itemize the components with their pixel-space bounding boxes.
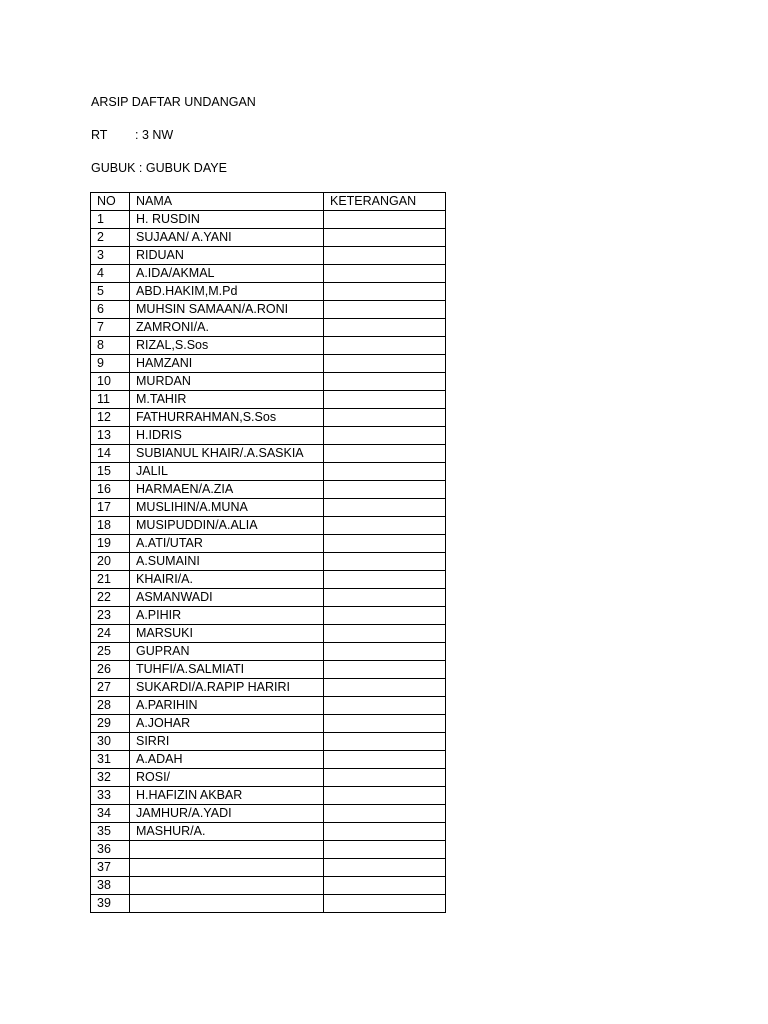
table-row [91, 661, 446, 679]
cell-keterangan [324, 391, 446, 409]
cell-keterangan [324, 607, 446, 625]
cell-keterangan [324, 355, 446, 373]
table-header-row [91, 193, 446, 211]
cell-nama: ASMANWADI [130, 589, 324, 607]
cell-no: 16 [91, 481, 130, 499]
cell-keterangan [324, 877, 446, 895]
cell-no: 17 [91, 499, 130, 517]
cell-nama: A.JOHAR [130, 715, 324, 733]
cell-no: 18 [91, 517, 130, 535]
cell-no: 29 [91, 715, 130, 733]
table-row [91, 337, 446, 355]
cell-no: 3 [91, 247, 130, 265]
table-row [91, 229, 446, 247]
cell-nama: A.SUMAINI [130, 553, 324, 571]
cell-no: 19 [91, 535, 130, 553]
cell-keterangan [324, 787, 446, 805]
cell-nama: GUPRAN [130, 643, 324, 661]
invitation-table [90, 192, 446, 913]
cell-keterangan [324, 499, 446, 517]
table-row [91, 895, 446, 913]
cell-nama: H.IDRIS [130, 427, 324, 445]
cell-keterangan [324, 751, 446, 769]
table-body [91, 211, 446, 913]
cell-nama: HAMZANI [130, 355, 324, 373]
cell-no: 13 [91, 427, 130, 445]
cell-keterangan [324, 283, 446, 301]
cell-keterangan [324, 229, 446, 247]
cell-no: 20 [91, 553, 130, 571]
cell-no: 9 [91, 355, 130, 373]
cell-no: 14 [91, 445, 130, 463]
cell-nama: RIDUAN [130, 247, 324, 265]
cell-keterangan [324, 337, 446, 355]
cell-keterangan [324, 589, 446, 607]
cell-nama: TUHFI/A.SALMIATI [130, 661, 324, 679]
cell-nama: A.PARIHIN [130, 697, 324, 715]
cell-nama: A.IDA/AKMAL [130, 265, 324, 283]
table-row [91, 679, 446, 697]
table-row [91, 625, 446, 643]
table-row [91, 517, 446, 535]
table-row [91, 427, 446, 445]
cell-keterangan [324, 481, 446, 499]
cell-nama: MARSUKI [130, 625, 324, 643]
gubuk-line: GUBUK : GUBUK DAYE [91, 161, 227, 175]
rt-value: : 3 NW [135, 128, 174, 142]
cell-nama: KHAIRI/A. [130, 571, 324, 589]
cell-keterangan [324, 625, 446, 643]
cell-no: 12 [91, 409, 130, 427]
table-row [91, 355, 446, 373]
cell-no: 23 [91, 607, 130, 625]
cell-keterangan [324, 247, 446, 265]
cell-nama [130, 877, 324, 895]
cell-nama: MUSIPUDDIN/A.ALIA [130, 517, 324, 535]
cell-keterangan [324, 463, 446, 481]
cell-no: 22 [91, 589, 130, 607]
cell-nama: SIRRI [130, 733, 324, 751]
cell-keterangan [324, 427, 446, 445]
cell-keterangan [324, 805, 446, 823]
cell-no: 36 [91, 841, 130, 859]
table-row [91, 499, 446, 517]
header-no: NO [91, 193, 130, 211]
cell-no: 37 [91, 859, 130, 877]
cell-keterangan [324, 823, 446, 841]
document-title: ARSIP DAFTAR UNDANGAN [91, 95, 256, 109]
cell-no: 1 [91, 211, 130, 229]
cell-keterangan [324, 769, 446, 787]
table-row [91, 373, 446, 391]
cell-no: 30 [91, 733, 130, 751]
cell-no: 31 [91, 751, 130, 769]
cell-keterangan [324, 859, 446, 877]
cell-no: 27 [91, 679, 130, 697]
table-row [91, 391, 446, 409]
table-row [91, 733, 446, 751]
table-row [91, 751, 446, 769]
cell-keterangan [324, 841, 446, 859]
cell-keterangan [324, 517, 446, 535]
cell-keterangan [324, 211, 446, 229]
table-row [91, 589, 446, 607]
table-row [91, 319, 446, 337]
cell-no: 2 [91, 229, 130, 247]
cell-keterangan [324, 373, 446, 391]
cell-no: 15 [91, 463, 130, 481]
cell-keterangan [324, 661, 446, 679]
cell-keterangan [324, 715, 446, 733]
cell-keterangan [324, 409, 446, 427]
table-row [91, 481, 446, 499]
cell-nama: MASHUR/A. [130, 823, 324, 841]
cell-nama: ROSI/ [130, 769, 324, 787]
cell-keterangan [324, 265, 446, 283]
cell-nama: A.PIHIR [130, 607, 324, 625]
table-row [91, 787, 446, 805]
cell-no: 6 [91, 301, 130, 319]
table-row [91, 409, 446, 427]
rt-line [91, 128, 173, 143]
cell-nama: SUJAAN/ A.YANI [130, 229, 324, 247]
cell-no: 21 [91, 571, 130, 589]
rt-label: RT [91, 128, 108, 142]
cell-keterangan [324, 445, 446, 463]
table-row [91, 643, 446, 661]
cell-no: 32 [91, 769, 130, 787]
cell-no: 25 [91, 643, 130, 661]
cell-nama: RIZAL,S.Sos [130, 337, 324, 355]
cell-keterangan [324, 679, 446, 697]
table-row [91, 535, 446, 553]
cell-no: 11 [91, 391, 130, 409]
table-row [91, 463, 446, 481]
table-row [91, 553, 446, 571]
table-row [91, 697, 446, 715]
table-row [91, 805, 446, 823]
table-row [91, 607, 446, 625]
cell-keterangan [324, 697, 446, 715]
cell-nama [130, 841, 324, 859]
cell-nama: MURDAN [130, 373, 324, 391]
table-row [91, 769, 446, 787]
table-row [91, 823, 446, 841]
cell-no: 38 [91, 877, 130, 895]
cell-no: 34 [91, 805, 130, 823]
table-row [91, 247, 446, 265]
table-row [91, 445, 446, 463]
table-row [91, 301, 446, 319]
cell-keterangan [324, 733, 446, 751]
cell-no: 39 [91, 895, 130, 913]
cell-nama [130, 859, 324, 877]
cell-no: 35 [91, 823, 130, 841]
header-keterangan: KETERANGAN [324, 193, 446, 211]
cell-no: 26 [91, 661, 130, 679]
cell-nama: M.TAHIR [130, 391, 324, 409]
table-row [91, 283, 446, 301]
cell-keterangan [324, 643, 446, 661]
header-nama: NAMA [130, 193, 324, 211]
cell-nama: H.HAFIZIN AKBAR [130, 787, 324, 805]
cell-keterangan [324, 553, 446, 571]
table-row [91, 571, 446, 589]
table-row [91, 715, 446, 733]
table-row [91, 877, 446, 895]
cell-nama: A.ATI/UTAR [130, 535, 324, 553]
cell-no: 4 [91, 265, 130, 283]
table-row [91, 211, 446, 229]
cell-nama: A.ADAH [130, 751, 324, 769]
cell-no: 24 [91, 625, 130, 643]
cell-keterangan [324, 535, 446, 553]
cell-nama: HARMAEN/A.ZIA [130, 481, 324, 499]
cell-nama: ABD.HAKIM,M.Pd [130, 283, 324, 301]
cell-no: 7 [91, 319, 130, 337]
cell-nama: SUKARDI/A.RAPIP HARIRI [130, 679, 324, 697]
cell-nama: SUBIANUL KHAIR/.A.SASKIA [130, 445, 324, 463]
cell-no: 5 [91, 283, 130, 301]
cell-keterangan [324, 301, 446, 319]
cell-keterangan [324, 319, 446, 337]
cell-nama: JALIL [130, 463, 324, 481]
cell-nama: JAMHUR/A.YADI [130, 805, 324, 823]
cell-keterangan [324, 895, 446, 913]
cell-nama: ZAMRONI/A. [130, 319, 324, 337]
table-row [91, 265, 446, 283]
cell-no: 33 [91, 787, 130, 805]
cell-no: 28 [91, 697, 130, 715]
cell-nama: MUSLIHIN/A.MUNA [130, 499, 324, 517]
cell-nama: FATHURRAHMAN,S.Sos [130, 409, 324, 427]
cell-nama: MUHSIN SAMAAN/A.RONI [130, 301, 324, 319]
cell-no: 10 [91, 373, 130, 391]
cell-nama: H. RUSDIN [130, 211, 324, 229]
table-row [91, 841, 446, 859]
cell-nama [130, 895, 324, 913]
cell-no: 8 [91, 337, 130, 355]
cell-keterangan [324, 571, 446, 589]
table-row [91, 859, 446, 877]
